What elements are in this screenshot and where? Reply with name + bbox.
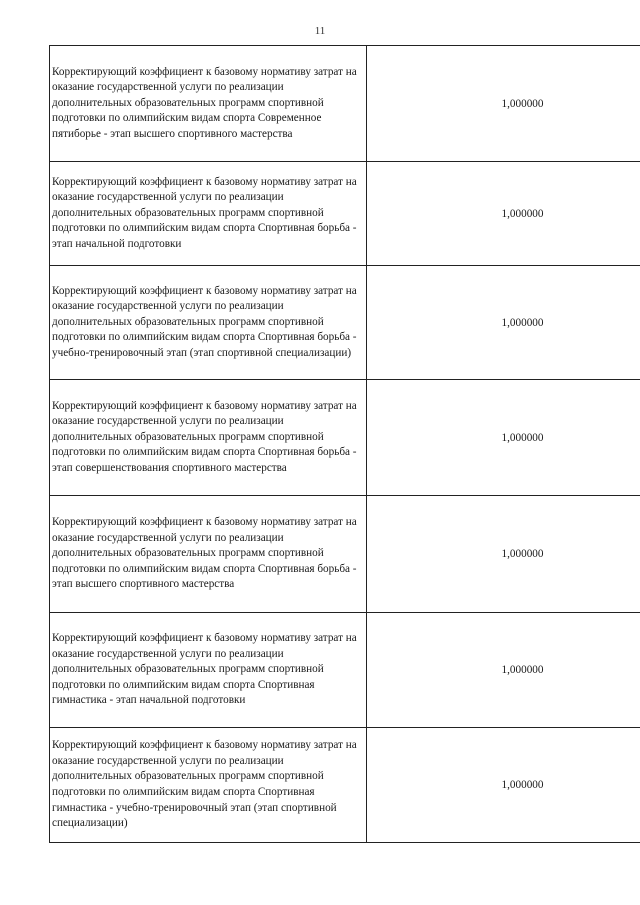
coefficients-table	[49, 45, 640, 843]
coefficient-value: 1,000000	[367, 728, 640, 843]
page-number: 11	[314, 25, 326, 37]
coefficient-description: Корректирующий коэффициент к базовому нормативу затрат на оказание государственной услуги по реализации дополнительных образовательных программ спортивной подготовки по олимпийским видам спорта Спортивная борьба - этап совершенствования спортивного мастерства	[50, 380, 367, 496]
coefficient-description: Корректирующий коэффициент к базовому нормативу затрат на оказание государственной услуги по реализации дополнительных образовательных программ спортивной подготовки по олимпийским видам спорта Спортивная гимнастика - этап начальной подготовки	[50, 613, 367, 728]
table-row	[50, 266, 640, 380]
coefficient-value: 1,000000	[367, 266, 640, 380]
table-row	[50, 380, 640, 496]
coefficient-description: Корректирующий коэффициент к базовому нормативу затрат на оказание государственной услуги по реализации дополнительных образовательных программ спортивной подготовки по олимпийским видам спорта Спортивная борьба - этап высшего спортивного мастерства	[50, 496, 367, 613]
coefficient-value: 1,000000	[367, 613, 640, 728]
table-row	[50, 46, 640, 162]
table-row	[50, 496, 640, 613]
coefficient-description: Корректирующий коэффициент к базовому нормативу затрат на оказание государственной услуги по реализации дополнительных образовательных программ спортивной подготовки по олимпийским видам спорта Спортивная борьба - учебно-тренировочный этап (этап спортивной специализации)	[50, 266, 367, 380]
coefficient-description: Корректирующий коэффициент к базовому нормативу затрат на оказание государственной услуги по реализации дополнительных образовательных программ спортивной подготовки по олимпийским видам спорта Современное пятиборье - этап высшего спортивного мастерства	[50, 46, 367, 162]
coefficient-description: Корректирующий коэффициент к базовому нормативу затрат на оказание государственной услуги по реализации дополнительных образовательных программ спортивной подготовки по олимпийским видам спорта Спортивная гимнастика - учебно-тренировочный этап (этап спортивной специализации)	[50, 728, 367, 843]
table-row	[50, 162, 640, 266]
table-row	[50, 613, 640, 728]
table-row	[50, 728, 640, 843]
coefficient-value: 1,000000	[367, 46, 640, 162]
coefficient-value: 1,000000	[367, 380, 640, 496]
coefficient-description: Корректирующий коэффициент к базовому нормативу затрат на оказание государственной услуги по реализации дополнительных образовательных программ спортивной подготовки по олимпийским видам спорта Спортивная борьба - этап начальной подготовки	[50, 162, 367, 266]
coefficient-value: 1,000000	[367, 162, 640, 266]
coefficient-value: 1,000000	[367, 496, 640, 613]
